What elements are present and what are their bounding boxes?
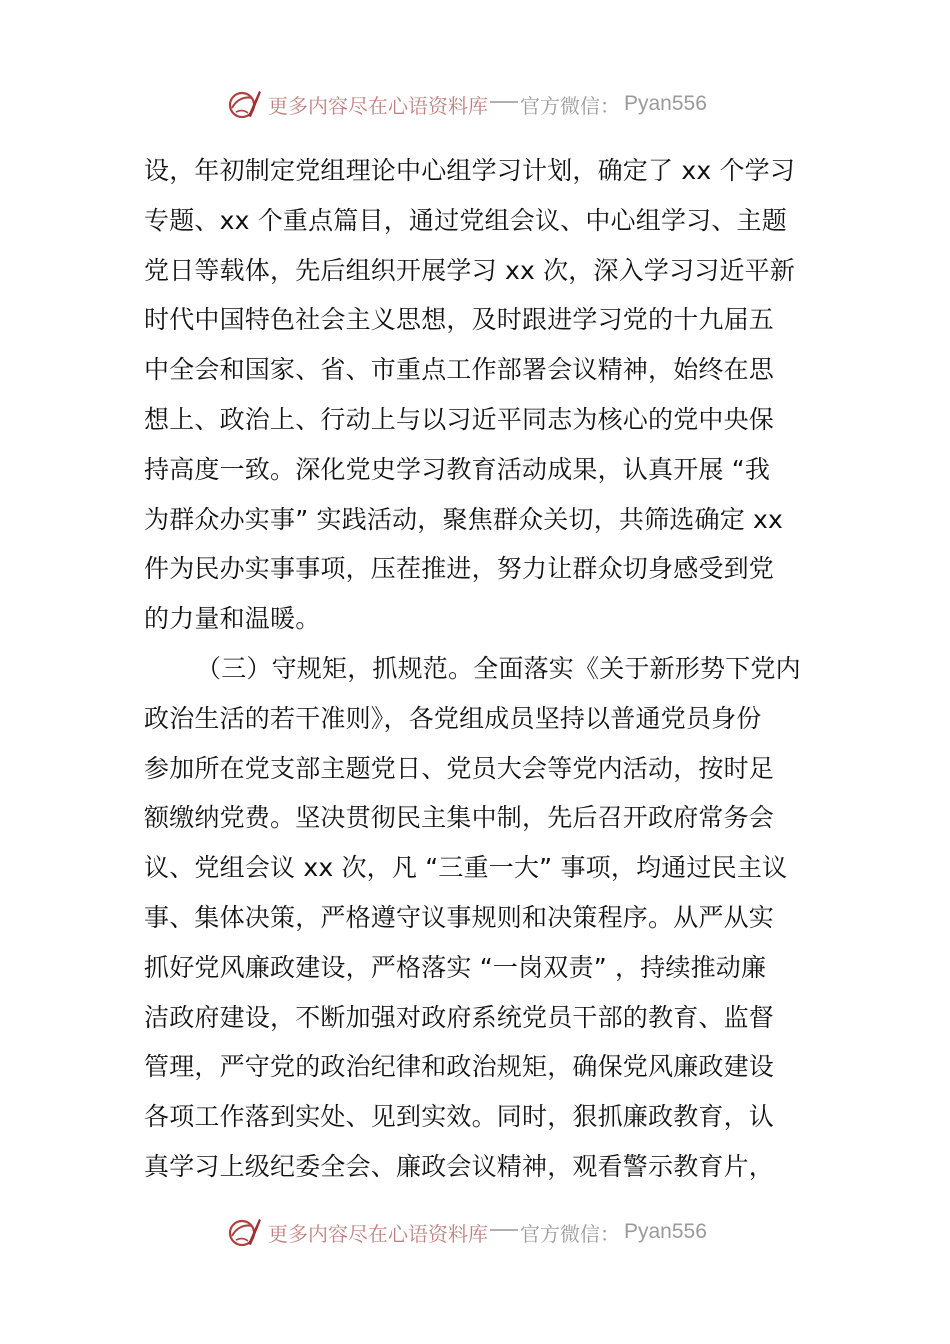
- document-body: [144, 146, 808, 1192]
- watermark-divider: [490, 101, 518, 103]
- body-line: 抓好党风廉政建设，严格落实 “一岗双责” ，持续推动廉: [144, 952, 767, 982]
- body-line: 件为民办实事事项，压茬推进，努力让群众切身感受到党: [144, 554, 775, 584]
- body-line: 设，年初制定党组理论中心组学习计划，确定了 xx 个学习: [144, 156, 796, 185]
- body-line: 额缴纳党费。坚决贯彻民主集中制，先后召开政府常务会: [144, 803, 775, 833]
- watermark-brand-text: 更多内容尽在心语资料库: [268, 1221, 488, 1246]
- body-line: 党日等载体，先后组织开展学习 xx 次，深入学习习近平新: [144, 255, 796, 285]
- body-line: 事、集体决策，严格遵守议事规则和决策程序。从严从实: [144, 902, 775, 932]
- section-heading-line: （三）守规矩，抓规范。全面落实《关于新形势下党内: [196, 653, 801, 683]
- pen-logo-icon: [226, 86, 262, 122]
- body-line: 洁政府建设，不断加强对政府系统党员干部的教育、监督: [144, 1002, 775, 1032]
- watermark-wechat-id: Pyan556: [624, 92, 707, 115]
- body-line: 想上、政治上、行动上与以习近平同志为核心的党中央保: [144, 404, 775, 434]
- watermark-wechat-id: Pyan556: [624, 1220, 707, 1243]
- body-line: 专题、xx 个重点篇目，通过党组会议、中心组学习、主题: [144, 205, 787, 235]
- watermark-brand-text: 更多内容尽在心语资料库: [268, 93, 488, 118]
- watermark-divider: [490, 1229, 518, 1231]
- body-line: 真学习上级纪委全会、廉政会议精神，观看警示教育片，: [144, 1151, 775, 1181]
- watermark-official-label: 官方微信：: [520, 1221, 620, 1246]
- body-line: 政治生活的若干准则》，各党组成员坚持以普通党员身份: [144, 703, 762, 733]
- body-line: 各项工作落到实处、见到实效。同时，狠抓廉政教育，认: [144, 1102, 775, 1132]
- pen-logo-icon: [226, 1214, 262, 1250]
- footer-watermark: [226, 1212, 707, 1252]
- body-line: 持高度一致。深化党史学习教育活动成果，认真开展 “我: [144, 454, 771, 484]
- body-line: 管理，严守党的政治纪律和政治规矩，确保党风廉政建设: [144, 1052, 775, 1082]
- body-line: 的力量和温暖。: [144, 604, 321, 634]
- watermark-official-label: 官方微信：: [520, 93, 620, 118]
- header-watermark: [226, 84, 707, 124]
- body-line: 议、党组会议 xx 次，凡 “三重一大” 事项，均通过民主议: [144, 853, 788, 883]
- body-line: 时代中国特色社会主义思想，及时跟进学习党的十九届五: [144, 305, 775, 335]
- body-line: 参加所在党支部主题党日、党员大会等党内活动，按时足: [144, 753, 775, 783]
- body-line: 为群众办实事” 实践活动，聚焦群众关切，共筛选确定 xx: [144, 504, 784, 534]
- body-line: 中全会和国家、省、市重点工作部署会议精神，始终在思: [144, 355, 775, 385]
